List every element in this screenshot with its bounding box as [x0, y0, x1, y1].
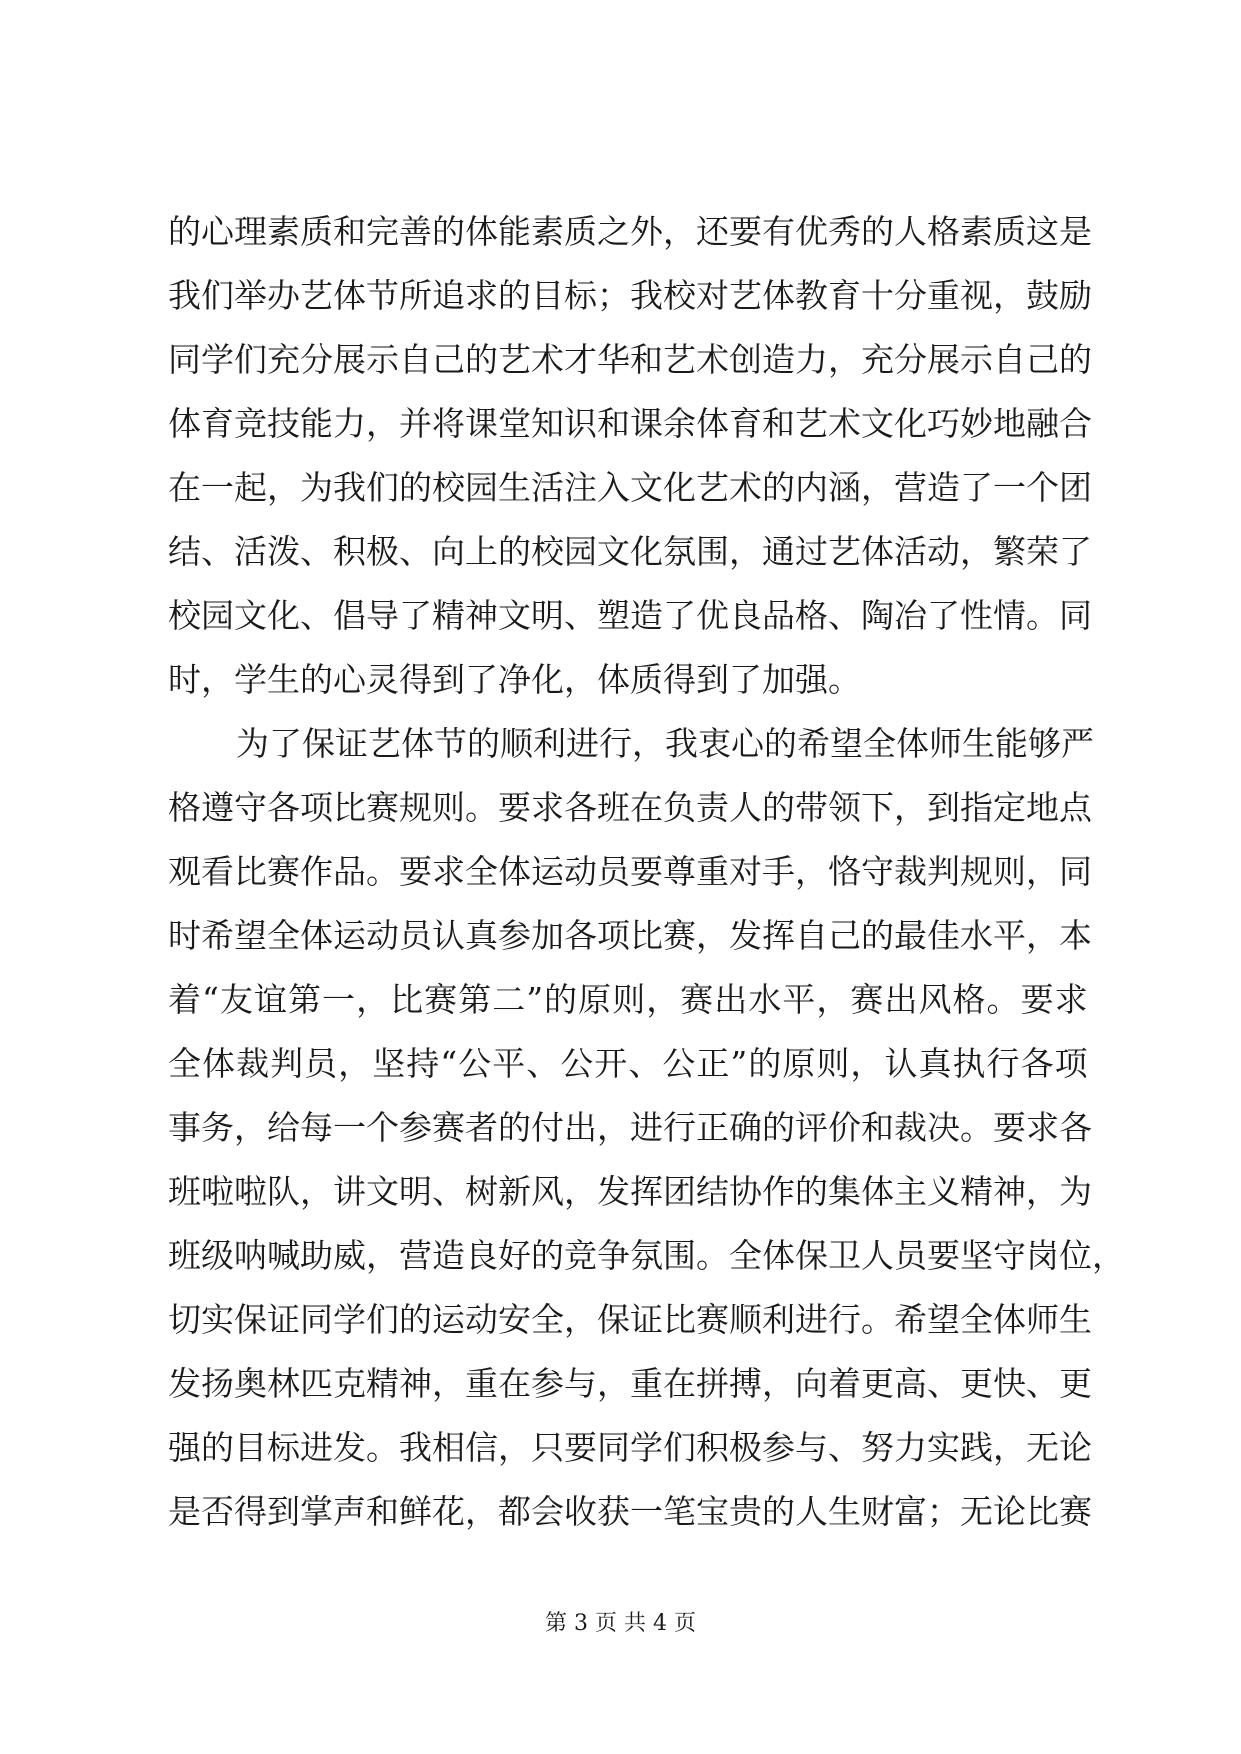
text-line: 时 ， 学 生 的 心 灵 得 到 了 净 化 ， 体 质 得 到 了 加 强 。: [168, 660, 861, 699]
text-line: 发 扬 奥 林 匹 克 精 神 ， 重 在 参 与 ， 重 在 拼 搏 ， 向 着 更 高 、 更 快 、 更: [168, 1364, 1092, 1403]
text-line: 班 级 呐 喊 助 威 ， 营 造 良 好 的 竞 争 氛 围 。 全 体 保 卫 人 员 要 坚 守 岗 位 ，: [168, 1236, 1125, 1275]
text-line: 体 育 竞 技 能 力 ， 并 将 课 堂 知 识 和 课 余 体 育 和 艺 术 文 化 巧 妙 地 融 合: [168, 404, 1092, 443]
text-line: 时 希 望 全 体 运 动 员 认 真 参 加 各 项 比 赛 ， 发 挥 自 己 的 最 佳 水 平 ， 本: [168, 916, 1092, 955]
text-line: 结 、 活 泼 、 积 极 、 向 上 的 校 园 文 化 氛 围 ， 通 过 艺 体 活 动 ， 繁 荣 了: [168, 532, 1092, 571]
text-line: 我 们 举 办 艺 体 节 所 追 求 的 目 标 ； 我 校 对 艺 体 教 育 十 分 重 视 ， 鼓 励: [168, 276, 1092, 315]
text-line: 校 园 文 化 、 倡 导 了 精 神 文 明 、 塑 造 了 优 良 品 格 、 陶 冶 了 性 情 。 同: [168, 596, 1092, 635]
text-line: 全 体 裁 判 员 ， 坚 持 “ 公 平 、 公 开 、 公 正 ” 的 原 则 ， 认 真 执 行 各 项: [168, 1044, 1088, 1083]
text-line: 着 “ 友 谊 第 一 ， 比 赛 第 二 ” 的 原 则 ， 赛 出 水 平 ， 赛 出 风 格 。 要 求: [168, 980, 1088, 1019]
text-line: 观 看 比 赛 作 品 。 要 求 全 体 运 动 员 要 尊 重 对 手 ， 恪 守 裁 判 规 则 ， 同: [168, 852, 1092, 891]
text-line: 在 一 起 ， 为 我 们 的 校 园 生 活 注 入 文 化 艺 术 的 内 涵 ， 营 造 了 一 个 团: [168, 468, 1092, 507]
text-line: 的 心 理 素 质 和 完 善 的 体 能 素 质 之 外 ， 还 要 有 优 秀 的 人 格 素 质 这 是: [168, 212, 1092, 251]
page-number: 第 3 页 共 4 页: [545, 1611, 696, 1636]
text-line: 强 的 目 标 进 发 。 我 相 信 ， 只 要 同 学 们 积 极 参 与 、 努 力 实 践 ， 无 论: [168, 1428, 1092, 1467]
text-line: 是 否 得 到 掌 声 和 鲜 花 ， 都 会 收 获 一 笔 宝 贵 的 人 生 财 富 ； 无 论 比 赛: [168, 1492, 1092, 1531]
text-line: 格 遵 守 各 项 比 赛 规 则 。 要 求 各 班 在 负 责 人 的 带 领 下 ， 到 指 定 地 点: [168, 788, 1092, 827]
text-line: 切 实 保 证 同 学 们 的 运 动 安 全 ， 保 证 比 赛 顺 利 进 行 。 希 望 全 体 师 生: [168, 1300, 1092, 1339]
text-line: 同 学 们 充 分 展 示 自 己 的 艺 术 才 华 和 艺 术 创 造 力 ， 充 分 展 示 自 己 的: [168, 340, 1092, 379]
text-line: 班 啦 啦 队 ， 讲 文 明 、 树 新 风 ， 发 挥 团 结 协 作 的 集 体 主 义 精 神 ， 为: [168, 1172, 1092, 1211]
text-line: 事 务 ， 给 每 一 个 参 赛 者 的 付 出 ， 进 行 正 确 的 评 价 和 裁 决 。 要 求 各: [168, 1108, 1092, 1147]
body-text: [168, 200, 1125, 1544]
text-line: 为 了 保 证 艺 体 节 的 顺 利 进 行 ， 我 衷 心 的 希 望 全 体 师 生 能 够 严: [236, 724, 1094, 763]
